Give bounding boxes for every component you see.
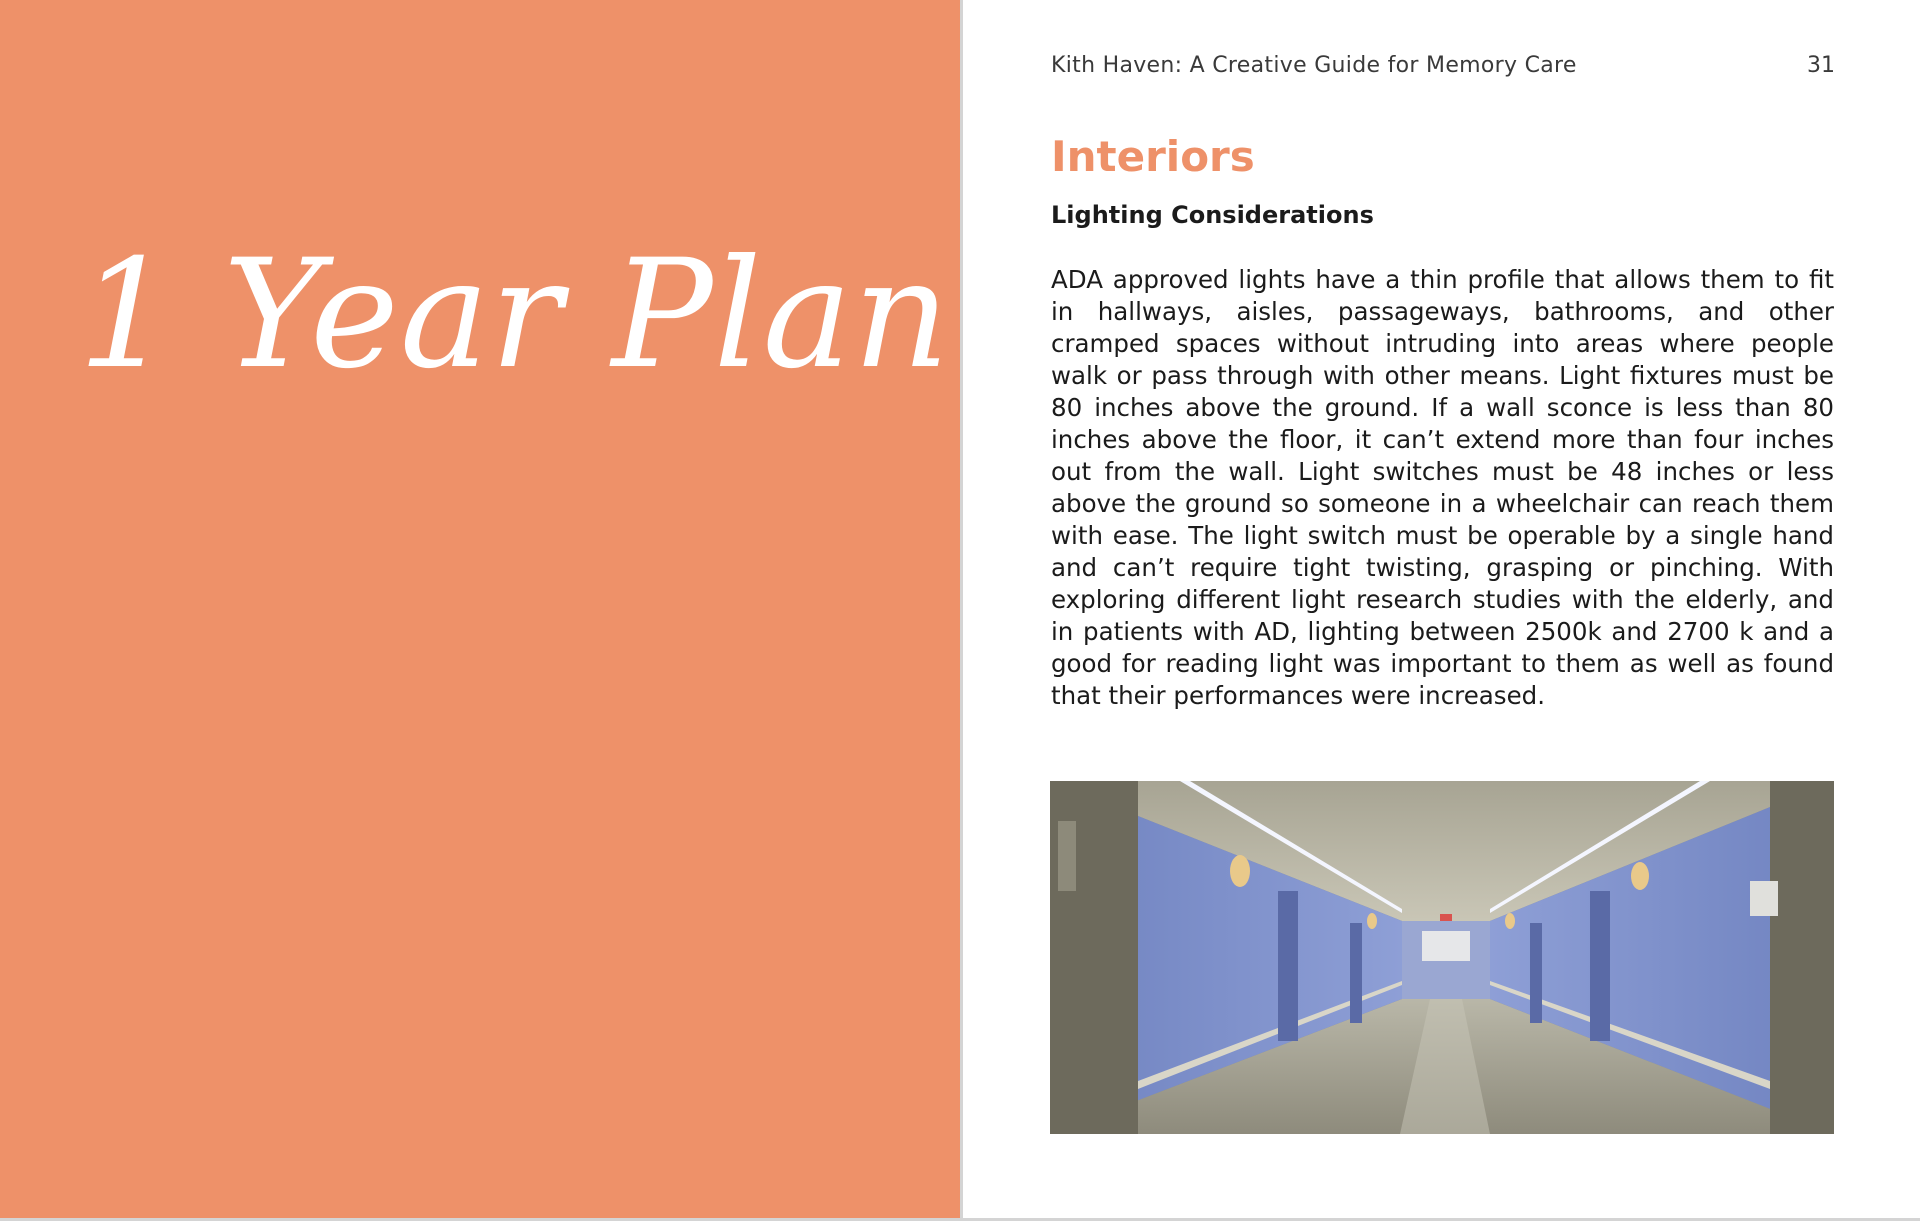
hallway-photo: [1050, 781, 1834, 1134]
hallway-illustration: [1050, 781, 1834, 1134]
running-header: Kith Haven: A Creative Guide for Memory Care: [1051, 53, 1577, 78]
body-paragraph: ADA approved lights have a thin profile that allows them to fit in hallways, aisles, passageways, bathrooms, and other cramped spaces without intruding into areas where people walk or pass through with other means. Light fixtures must be 80 inches above the ground. If a wall sconce is less than 80 inches above the floor, it can’t extend more than four inches out from the wall. Light switches must be 48 inches or less above the ground so someone in a wheelchair can reach them with ease. The light switch must be operable by a single hand and can’t require tight twisting, grasping or pinching. With exploring different light research studies with the elderly, and in patients with AD, lighting between 2500k and 2700 k and a good for reading light was important to them as well as found that their performances were increased.: [1051, 265, 1834, 710]
page-number: 31: [1807, 53, 1835, 78]
plan-title: 1 Year Plan: [78, 228, 951, 402]
section-heading: Interiors: [1051, 132, 1255, 181]
sub-heading: Lighting Considerations: [1051, 201, 1374, 229]
